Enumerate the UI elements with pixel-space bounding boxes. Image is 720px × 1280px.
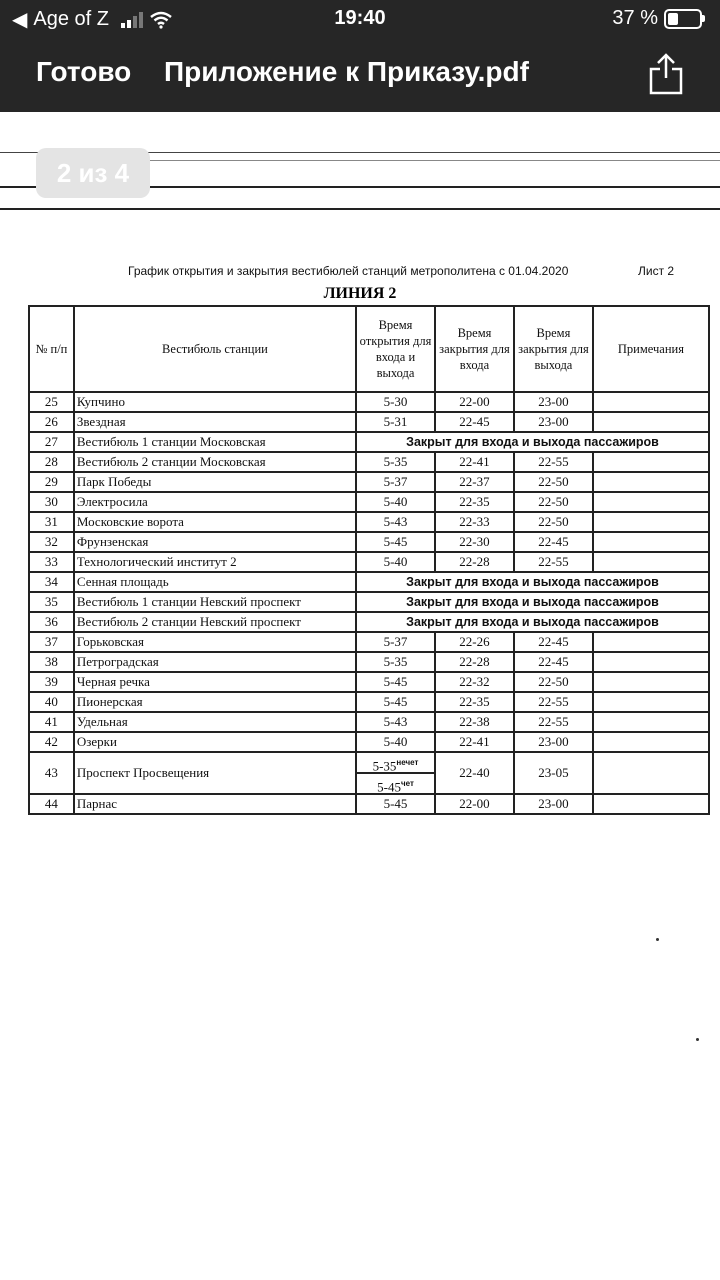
open-time: 5-43 [356, 712, 435, 732]
closed-note: Закрыт для входа и выхода пассажиров [356, 432, 709, 452]
station-name: Звездная [74, 412, 356, 432]
station-name: Пионерская [74, 692, 356, 712]
row-number: 37 [29, 632, 74, 652]
station-name: Фрунзенская [74, 532, 356, 552]
close-exit-time: 22-55 [514, 552, 593, 572]
top-bar [0, 0, 720, 112]
battery-icon [664, 9, 702, 29]
table-row [29, 392, 709, 412]
open-odd-value: 5-35 [372, 758, 397, 774]
station-name: Купчино [74, 392, 356, 412]
row-number: 41 [29, 712, 74, 732]
row-number: 34 [29, 572, 74, 592]
battery-percent: 37 % [612, 7, 658, 29]
station-name: Проспект Просвещения [74, 752, 356, 794]
even-days-label: чет [400, 779, 414, 788]
col-header-name: Вестибюль станции [74, 306, 356, 392]
row-number: 28 [29, 452, 74, 472]
table-row [29, 652, 709, 672]
table-row [29, 794, 709, 814]
close-exit-time: 22-50 [514, 512, 593, 532]
close-exit-time: 22-45 [514, 632, 593, 652]
open-time: 5-45 [356, 692, 435, 712]
notes-cell [593, 692, 709, 712]
back-app-label: Age of Z [33, 8, 109, 30]
table-row [29, 472, 709, 492]
close-entry-time: 22-28 [435, 652, 514, 672]
close-exit-time: 22-55 [514, 452, 593, 472]
notes-cell [593, 512, 709, 532]
open-time: 5-35 [356, 452, 435, 472]
closed-note: Закрыт для входа и выхода пассажиров [356, 612, 709, 632]
row-number: 42 [29, 732, 74, 752]
station-name: Парнас [74, 794, 356, 814]
station-name: Петроградская [74, 652, 356, 672]
back-triangle-icon: ◀ [12, 9, 28, 31]
station-name: Горьковская [74, 632, 356, 652]
row-number: 25 [29, 392, 74, 412]
close-exit-time: 22-45 [514, 532, 593, 552]
table-row [29, 512, 709, 532]
close-entry-time: 22-26 [435, 632, 514, 652]
open-time: 5-37 [356, 632, 435, 652]
station-name: Вестибюль 2 станции Невский проспект [74, 612, 356, 632]
open-time: 5-43 [356, 512, 435, 532]
table-row [29, 532, 709, 552]
close-entry-time: 22-28 [435, 552, 514, 572]
open-time-odd [357, 753, 434, 774]
notes-cell [593, 672, 709, 692]
table-row [29, 692, 709, 712]
table-row [29, 492, 709, 512]
open-time: 5-35 [356, 652, 435, 672]
scan-speck [656, 938, 659, 941]
notes-cell [593, 632, 709, 652]
status-bar [0, 0, 720, 36]
close-entry-time: 22-37 [435, 472, 514, 492]
table-row [29, 552, 709, 572]
row-number: 32 [29, 532, 74, 552]
done-button[interactable]: Готово [36, 56, 132, 87]
close-exit-time: 22-50 [514, 672, 593, 692]
status-time: 19:40 [334, 7, 386, 29]
schedule-heading: График открытия и закрытия вестибюлей станций метрополитена с 01.04.2020 [128, 264, 569, 278]
document-title: Приложение к Приказу.pdf [164, 56, 529, 87]
col-header-notes: Примечания [593, 306, 709, 392]
notes-cell [593, 492, 709, 512]
battery-status [612, 7, 702, 30]
open-time-split [356, 752, 435, 794]
close-exit-time: 22-55 [514, 712, 593, 732]
col-header-close-in: Время закрытия для входа [435, 306, 514, 392]
notes-cell [593, 392, 709, 412]
close-exit-time: 22-50 [514, 472, 593, 492]
close-exit-time: 23-00 [514, 732, 593, 752]
close-entry-time: 22-38 [435, 712, 514, 732]
odd-days-label: нечет [396, 758, 419, 767]
closed-note: Закрыт для входа и выхода пассажиров [356, 592, 709, 612]
table-row [29, 592, 709, 612]
col-header-open: Время открытия для входа и выхода [356, 306, 435, 392]
open-time: 5-37 [356, 472, 435, 492]
row-number: 43 [29, 752, 74, 794]
close-entry-time: 22-41 [435, 732, 514, 752]
table-row [29, 432, 709, 452]
close-exit-time: 22-55 [514, 692, 593, 712]
station-name: Московские ворота [74, 512, 356, 532]
table-row [29, 752, 709, 794]
station-name: Технологический институт 2 [74, 552, 356, 572]
station-name: Вестибюль 1 станции Невский проспект [74, 592, 356, 612]
station-name: Вестибюль 2 станции Московская [74, 452, 356, 472]
close-exit-time: 22-50 [514, 492, 593, 512]
row-number: 44 [29, 794, 74, 814]
table-row [29, 452, 709, 472]
close-entry-time: 22-30 [435, 532, 514, 552]
station-name: Озерки [74, 732, 356, 752]
row-number: 36 [29, 612, 74, 632]
notes-cell [593, 652, 709, 672]
col-header-num: № п/п [29, 306, 74, 392]
open-time: 5-40 [356, 732, 435, 752]
row-number: 35 [29, 592, 74, 612]
row-number: 30 [29, 492, 74, 512]
table-row [29, 632, 709, 652]
close-exit-time: 23-00 [514, 794, 593, 814]
close-entry-time: 22-45 [435, 412, 514, 432]
schedule-table [28, 305, 710, 815]
open-time: 5-30 [356, 392, 435, 412]
row-number: 29 [29, 472, 74, 492]
close-entry-time: 22-41 [435, 452, 514, 472]
table-row [29, 672, 709, 692]
table-row [29, 412, 709, 432]
row-number: 33 [29, 552, 74, 572]
close-entry-time: 22-00 [435, 392, 514, 412]
close-exit-time: 23-00 [514, 392, 593, 412]
close-entry-time: 22-00 [435, 794, 514, 814]
open-time-even [357, 774, 434, 793]
station-name: Вестибюль 1 станции Московская [74, 432, 356, 452]
table-row [29, 572, 709, 592]
close-entry-time: 22-33 [435, 512, 514, 532]
table-row [29, 712, 709, 732]
notes-cell [593, 752, 709, 794]
line-title: ЛИНИЯ 2 [323, 285, 397, 302]
open-time: 5-45 [356, 672, 435, 692]
share-icon[interactable] [646, 52, 686, 96]
page-indicator: 2 из 4 [36, 148, 150, 198]
row-number: 40 [29, 692, 74, 712]
notes-cell [593, 472, 709, 492]
station-name: Парк Победы [74, 472, 356, 492]
scan-speck [696, 1038, 699, 1041]
nav-bar [0, 52, 720, 96]
table-row [29, 612, 709, 632]
row-number: 27 [29, 432, 74, 452]
notes-cell [593, 532, 709, 552]
open-time: 5-45 [356, 532, 435, 552]
close-entry-time: 22-40 [435, 752, 514, 794]
table-row [29, 732, 709, 752]
station-name: Черная речка [74, 672, 356, 692]
notes-cell [593, 712, 709, 732]
close-entry-time: 22-35 [435, 692, 514, 712]
open-even-value: 5-45 [377, 779, 401, 795]
station-name: Электросила [74, 492, 356, 512]
scan-border-line [0, 208, 720, 210]
col-header-close-out: Время закрытия для выхода [514, 306, 593, 392]
row-number: 38 [29, 652, 74, 672]
notes-cell [593, 794, 709, 814]
station-name: Сенная площадь [74, 572, 356, 592]
row-number: 26 [29, 412, 74, 432]
table-header-row [29, 306, 709, 392]
row-number: 31 [29, 512, 74, 532]
sheet-number: Лист 2 [638, 264, 675, 278]
closed-note: Закрыт для входа и выхода пассажиров [356, 572, 709, 592]
notes-cell [593, 452, 709, 472]
close-entry-time: 22-35 [435, 492, 514, 512]
notes-cell [593, 552, 709, 572]
close-entry-time: 22-32 [435, 672, 514, 692]
notes-cell [593, 412, 709, 432]
station-name: Удельная [74, 712, 356, 732]
open-time: 5-31 [356, 412, 435, 432]
row-number: 39 [29, 672, 74, 692]
notes-cell [593, 732, 709, 752]
close-exit-time: 23-00 [514, 412, 593, 432]
open-time: 5-40 [356, 492, 435, 512]
open-time: 5-45 [356, 794, 435, 814]
open-time: 5-40 [356, 552, 435, 572]
close-exit-time: 23-05 [514, 752, 593, 794]
scan-border-line [150, 160, 720, 161]
pdf-page[interactable] [0, 112, 720, 1280]
close-exit-time: 22-45 [514, 652, 593, 672]
